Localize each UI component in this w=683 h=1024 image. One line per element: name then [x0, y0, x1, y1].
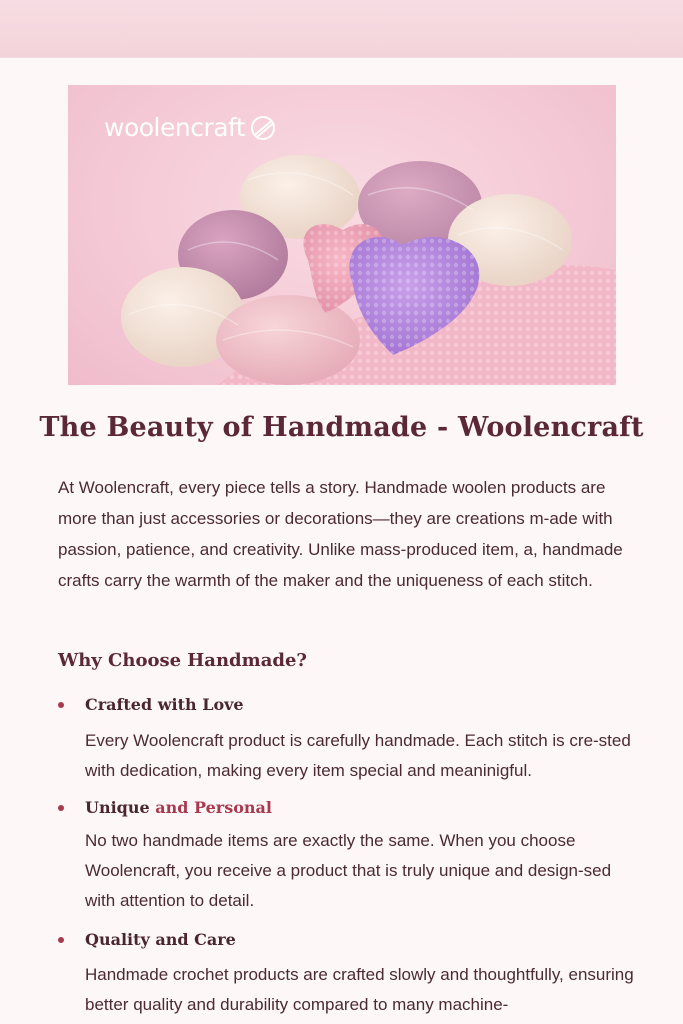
list-item-description: Handmade crochet products are crafted slowly and thoughtfully, ensuring better quality and durability compared to many machine- [85, 965, 634, 1014]
hero-image [68, 85, 616, 385]
title-accent: and Personal [155, 798, 272, 817]
title-part: Unique [85, 798, 156, 817]
list-item-title: Crafted with Love [85, 695, 244, 714]
list-item-description: Every Woolencraft product is carefully handmade. Each stitch is cre-sted with dedication, making every item special and meaninigful. [85, 731, 631, 780]
list-item-title: Quality and Care [85, 930, 236, 949]
intro-paragraph: At Woolencraft, every piece tells a story. Handmade woolen products are more than just accessories or decorations—they are creations m-ade with passion, patience, and creativity. Unlike mass-produced item, a, handmade crafts carry the warmth of the maker and the uniqueness of each stitch. [58, 478, 623, 590]
bullet-icon [58, 805, 64, 811]
bullet-icon [58, 937, 64, 943]
header-band [0, 0, 683, 58]
brand-wordmark: woolencraft [104, 113, 246, 142]
section-heading: Why Choose Handmade? [58, 650, 307, 671]
yarn-ball-icon [251, 116, 275, 140]
page-title: The Beauty of Handmade - Woolencraft [39, 412, 644, 443]
bullet-icon [58, 702, 64, 708]
brand-logo [104, 113, 275, 142]
list-item-description: No two handmade items are exactly the same. When you choose Woolencraft, you receive a product that is truly unique and design-sed with attention to detail. [85, 831, 612, 910]
list-item-title [85, 798, 272, 817]
